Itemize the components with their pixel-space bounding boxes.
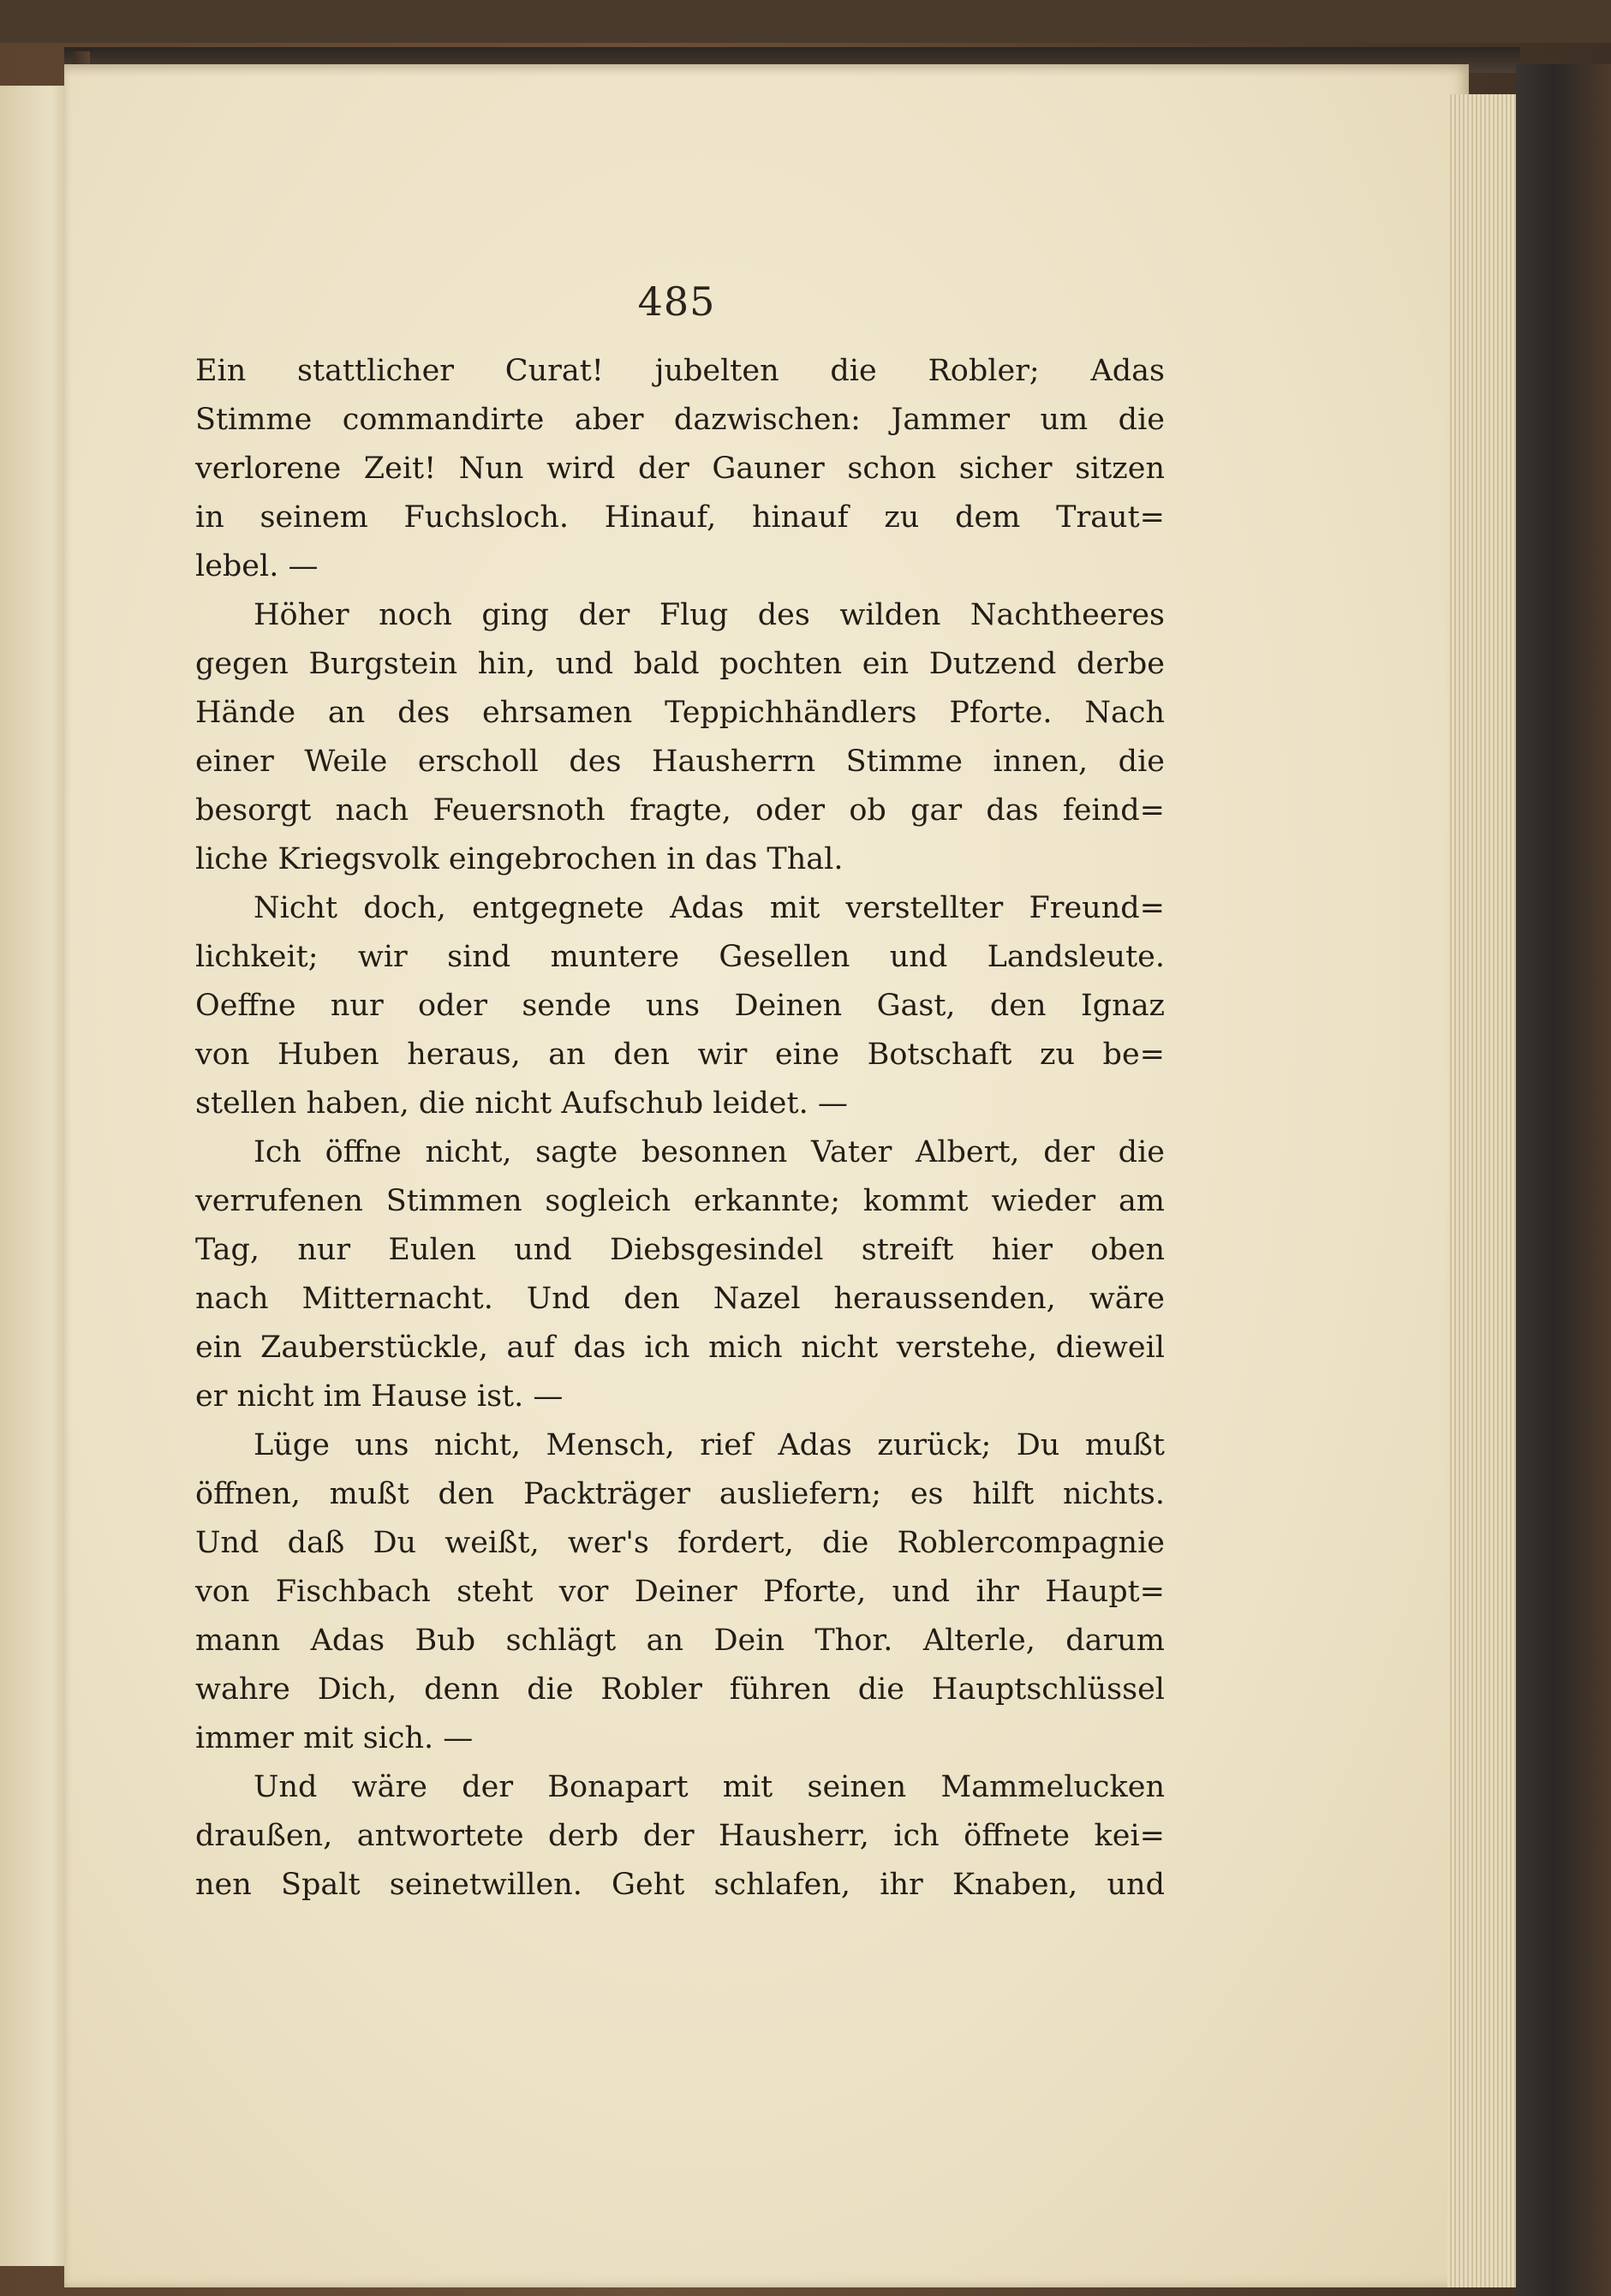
text-line: Höher noch ging der Flug des wilden Nachtheeres (254, 598, 1165, 632)
text-line: er nicht im Hause ist. — (195, 1379, 564, 1414)
text-line: Oeffne nur oder sende uns Deinen Gast, den Ignaz (195, 989, 1165, 1023)
text-line: Ich öffne nicht, sagte besonnen Vater Albert, der die (254, 1135, 1165, 1169)
text-line: Ein stattlicher Curat! jubelten die Robler; Adas (195, 354, 1165, 388)
page-block-edges (1447, 94, 1516, 2287)
cover-right-edge (1516, 64, 1611, 2296)
text-line: einer Weile erscholl des Hausherrn Stimme innen, die (195, 744, 1165, 779)
text-line: mann Adas Bub schlägt an Dein Thor. Alterle, darum (195, 1623, 1165, 1658)
text-line: lebel. — (195, 549, 319, 583)
text-line: in seinem Fuchsloch. Hinauf, hinauf zu dem Traut= (195, 500, 1165, 535)
text-line: Und daß Du weißt, wer's fordert, die Roblercompagnie (195, 1526, 1165, 1560)
text-line: immer mit sich. — (195, 1721, 474, 1755)
text-line: Tag, nur Eulen und Diebsgesindel streift hier oben (195, 1233, 1165, 1267)
text-line: Hände an des ehrsamen Teppichhändlers Pforte. Nach (195, 696, 1165, 730)
page-text (195, 347, 1165, 1910)
text-line: Lüge uns nicht, Mensch, rief Adas zurück; Du mußt (254, 1428, 1165, 1462)
text-line: Stimme commandirte aber dazwischen: Jammer um die (195, 403, 1165, 437)
text-line: von Huben heraus, an den wir eine Botschaft zu be= (195, 1037, 1165, 1072)
text-line: verlorene Zeit! Nun wird der Gauner schon sicher sitzen (195, 451, 1165, 486)
text-line: nach Mitternacht. Und den Nazel heraussenden, wäre (195, 1282, 1165, 1316)
page-number: 485 (637, 278, 716, 325)
text-line: stellen haben, die nicht Aufschub leidet. — (195, 1086, 848, 1121)
text-line: draußen, antwortete derb der Hausherr, ich öffnete kei= (195, 1819, 1165, 1853)
text-line: öffnen, mußt den Packträger ausliefern; es hilft nichts. (195, 1477, 1165, 1511)
text-line: besorgt nach Feuersnoth fragte, oder ob gar das feind= (195, 793, 1165, 828)
text-line: Und wäre der Bonapart mit seinen Mammelucken (254, 1770, 1165, 1804)
text-line: ein Zauberstückle, auf das ich mich nicht verstehe, dieweil (195, 1330, 1165, 1365)
text-line: von Fischbach steht vor Deiner Pforte, und ihr Haupt= (195, 1575, 1165, 1609)
text-line: liche Kriegsvolk eingebrochen in das Thal. (195, 842, 844, 876)
text-line: Nicht doch, entgegnete Adas mit verstellter Freund= (254, 891, 1165, 925)
text-line: lichkeit; wir sind muntere Gesellen und Landsleute. (195, 940, 1165, 974)
text-line: nen Spalt seinetwillen. Geht schlafen, ihr Knaben, und (195, 1868, 1165, 1902)
text-line: verrufenen Stimmen sogleich erkannte; kommt wieder am (195, 1184, 1165, 1218)
text-line: gegen Burgstein hin, und bald pochten ein Dutzend derbe (195, 647, 1165, 681)
text-line: wahre Dich, denn die Robler führen die Hauptschlüssel (195, 1672, 1165, 1707)
